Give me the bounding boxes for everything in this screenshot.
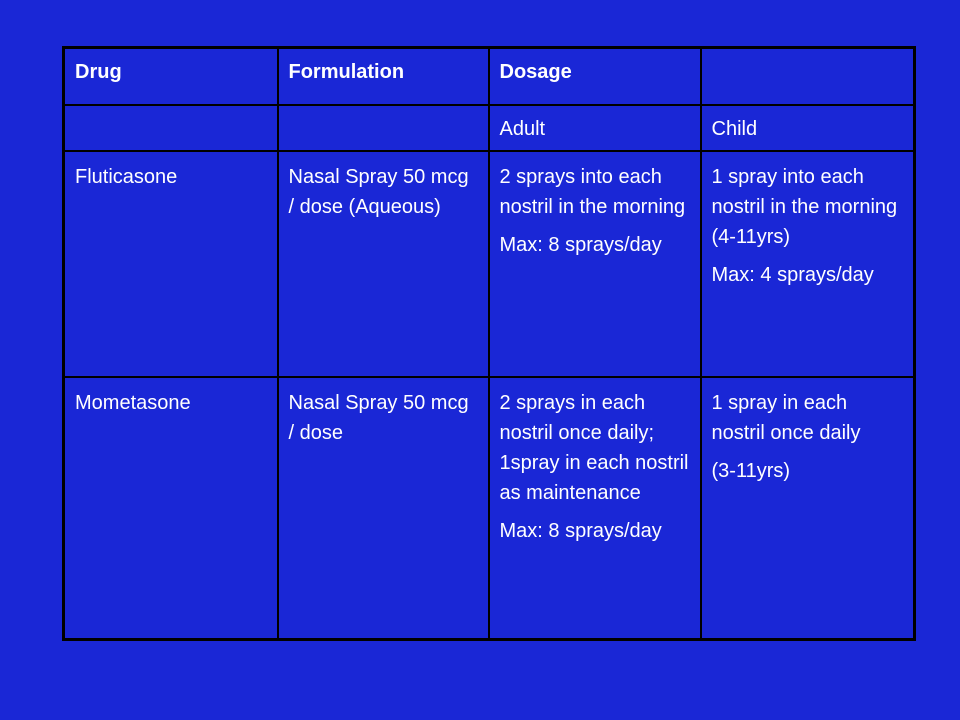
table-header-row	[64, 48, 915, 106]
cell-adult-dosage	[489, 151, 701, 377]
cell-formulation: Nasal Spray 50 mcg / dose (Aqueous)	[278, 151, 489, 377]
subheader-child: Child	[701, 105, 915, 151]
cell-child-dosage	[701, 377, 915, 640]
child-max-text: Max: 4 sprays/day	[711, 264, 874, 286]
child-dosage-text: 1 spray in each nostril once daily	[711, 392, 861, 444]
adult-max-text: Max: 8 sprays/day	[499, 520, 662, 542]
table-row	[64, 377, 915, 640]
adult-max-text: Max: 8 sprays/day	[499, 234, 662, 256]
cell-adult-dosage	[489, 377, 701, 640]
adult-dosage-text: 2 sprays into each nostril in the morning	[499, 166, 686, 218]
drug-dosage-table	[62, 46, 916, 641]
cell-drug: Mometasone	[64, 377, 278, 640]
subheader-empty-formulation	[278, 105, 489, 151]
child-age-text: (3-11yrs)	[711, 460, 791, 482]
header-dosage-empty	[701, 48, 915, 106]
subheader-empty-drug	[64, 105, 278, 151]
header-drug: Drug	[64, 48, 278, 106]
child-dosage-text: 1 spray into each nostril in the morning (4-11yrs)	[711, 166, 898, 248]
header-dosage: Dosage	[489, 48, 701, 106]
table-row	[64, 151, 915, 377]
cell-formulation: Nasal Spray 50 mcg / dose	[278, 377, 489, 640]
cell-child-dosage	[701, 151, 915, 377]
cell-drug: Fluticasone	[64, 151, 278, 377]
adult-dosage-text: 2 sprays in each nostril once daily; 1spray in each nostril as maintenance	[499, 392, 689, 504]
subheader-adult: Adult	[489, 105, 701, 151]
table-subheader-row	[64, 105, 915, 151]
header-formulation: Formulation	[278, 48, 489, 106]
